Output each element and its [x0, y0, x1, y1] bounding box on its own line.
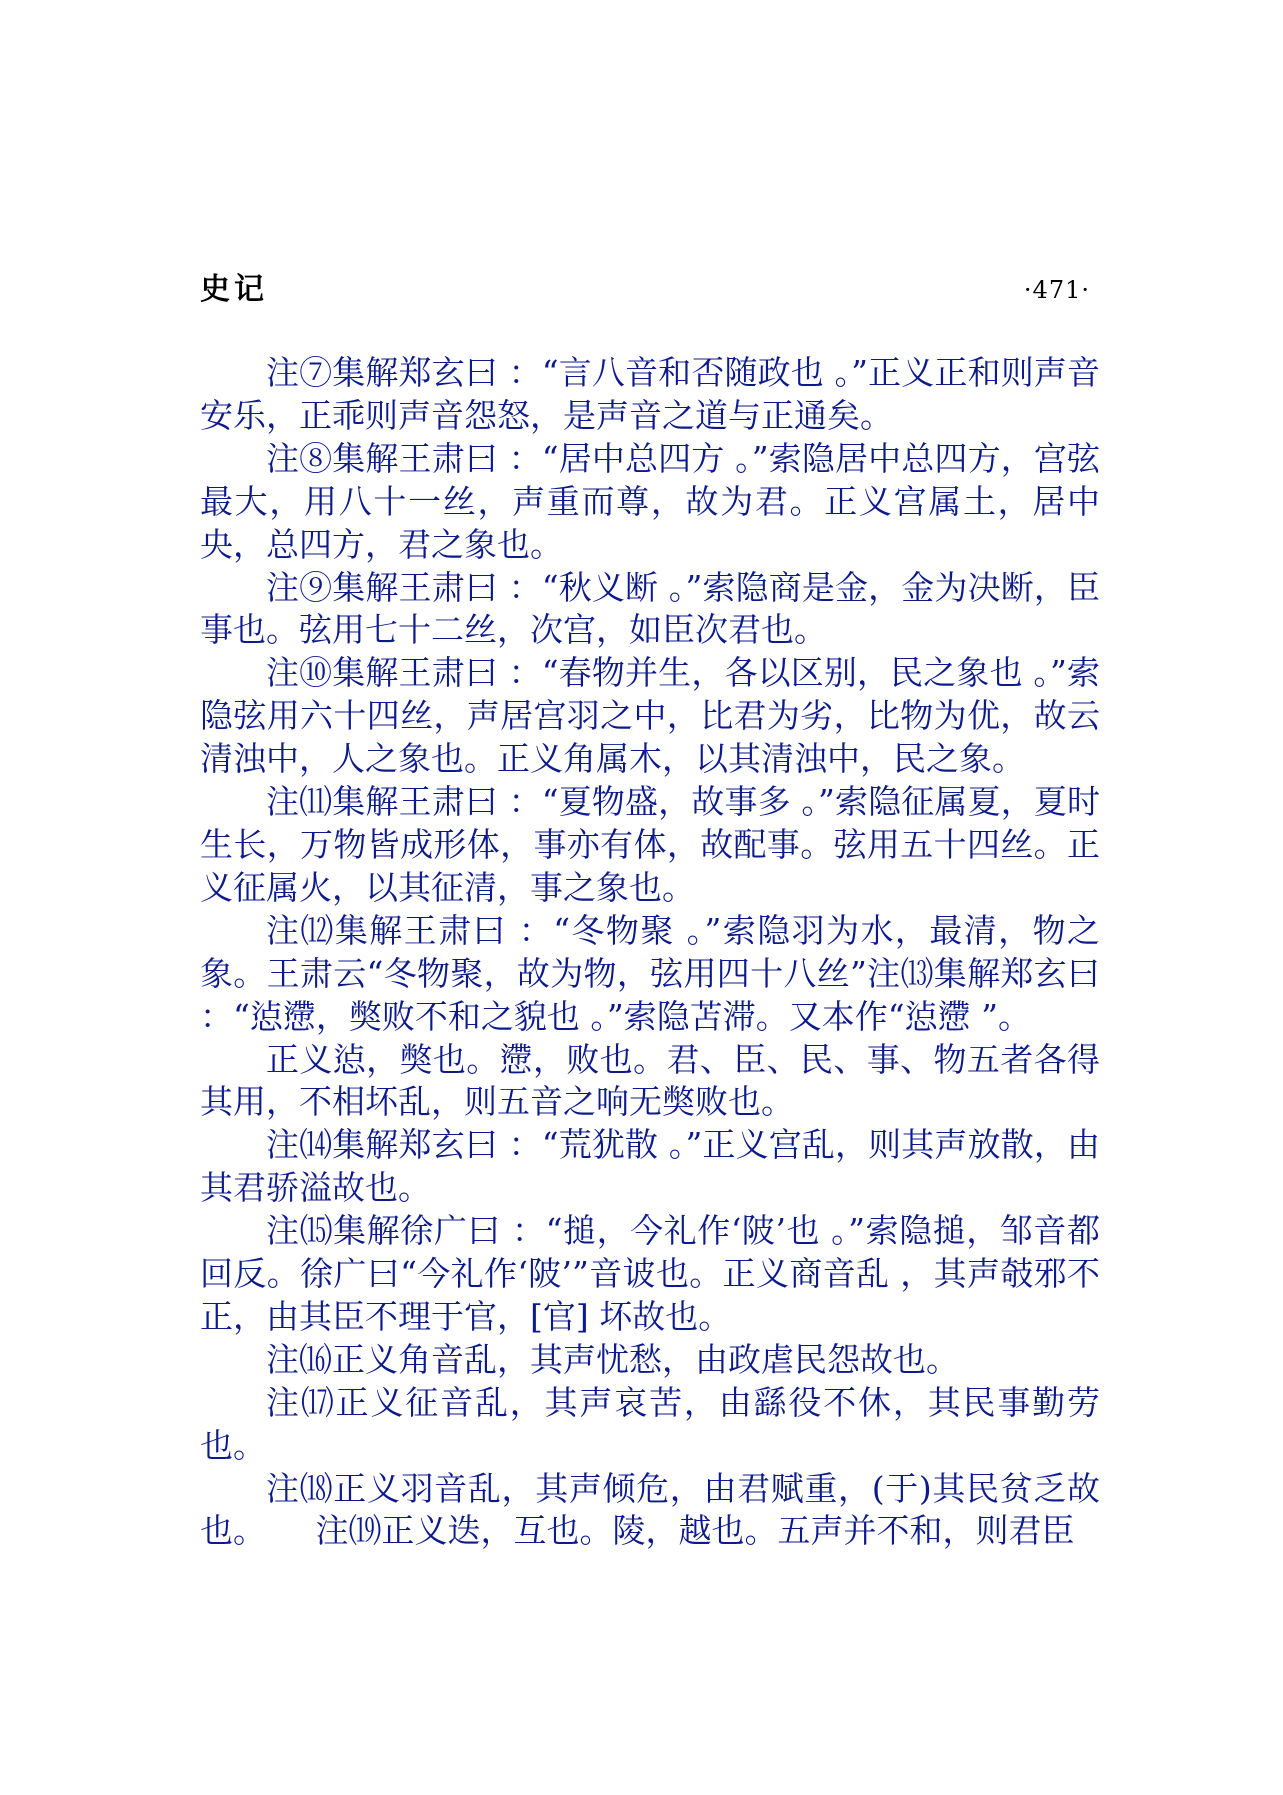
- running-head: [200, 268, 1090, 312]
- annotation-paragraph: 注⑿集解王肃曰 ：“冬物聚 。”索隐羽为水，最清，物之象。王肃云“冬物聚，故为物，弦用四十八丝”注⒀集解郑玄曰 ：“惉懘，獘败不和之貌也 。”索隐苫滞。又本作“惉懘 ”。: [200, 910, 1100, 1036]
- annotation-paragraph: 注⒁集解郑玄曰 ：“荒犹散 。”正义宫乱，则其声放散，由其君骄溢故也。: [200, 1125, 1100, 1208]
- annotation-paragraph: 注⑧集解王肃曰 ：“居中总四方 。”索隐居中总四方，宫弦最大，用八十一丝，声重而尊，故为君。正义宫属土，居中央，总四方，君之象也。: [200, 438, 1100, 564]
- annotation-body: [200, 352, 1100, 1553]
- annotation-paragraph: 注⑦集解郑玄曰 ：“言八音和否随政也 。”正义正和则声音安乐，正乖则声音怨怒，是声音之道与正通矣。: [200, 353, 1100, 435]
- annotation-paragraph: 注⒂集解徐广曰 ：“搥，今礼作‘陂’也 。”索隐搥，邹音都回反。徐广曰“今礼作‘陂’”音诐也。正义商音乱 ，其声攲邪不正，由其臣不理于官，[官] 坏故也。: [200, 1211, 1100, 1336]
- annotation-paragraph: 注⒄正义征音乱，其声哀苦，由繇役不休，其民事勤劳也。: [200, 1382, 1100, 1465]
- annotation-paragraph: 注⑾集解王肃曰 ：“夏物盛，故事多 。”索隐征属夏，夏时生长，万物皆成形体，事亦有体，故配事。弦用五十四丝。正义征属火，以其征清，事之象也。: [200, 782, 1100, 907]
- annotation-paragraph: 正义惉，獘也。懘，败也。君、臣、民、事、物五者各得其用，不相坏乱，则五音之响无獘败也。: [200, 1039, 1100, 1122]
- annotation-paragraph: 注⒃正义角音乱，其声忧愁，由政虐民怨故也。: [266, 1339, 959, 1379]
- book-title: 史记: [200, 272, 268, 307]
- annotation-paragraph: 注⑩集解王肃曰 ：“春物并生，各以区别，民之象也 。”索隐弦用六十四丝，声居宫羽之中，比君为劣，比物为优，故云清浊中，人之象也。正义角属木，以其清浊中，民之象。: [200, 653, 1100, 779]
- annotation-paragraph: 注⒅正义羽音乱，其声倾危，由君赋重，(于)其民贫乏故也。 注⒆正义迭，互也。陵，越也。五声并不和，则君臣: [200, 1468, 1100, 1551]
- page-number: ·471·: [1023, 276, 1090, 304]
- annotation-paragraph: 注⑨集解王肃曰 ：“秋义断 。”索隐商是金，金为决断，臣事也。弦用七十二丝，次宫，如臣次君也。: [200, 567, 1100, 650]
